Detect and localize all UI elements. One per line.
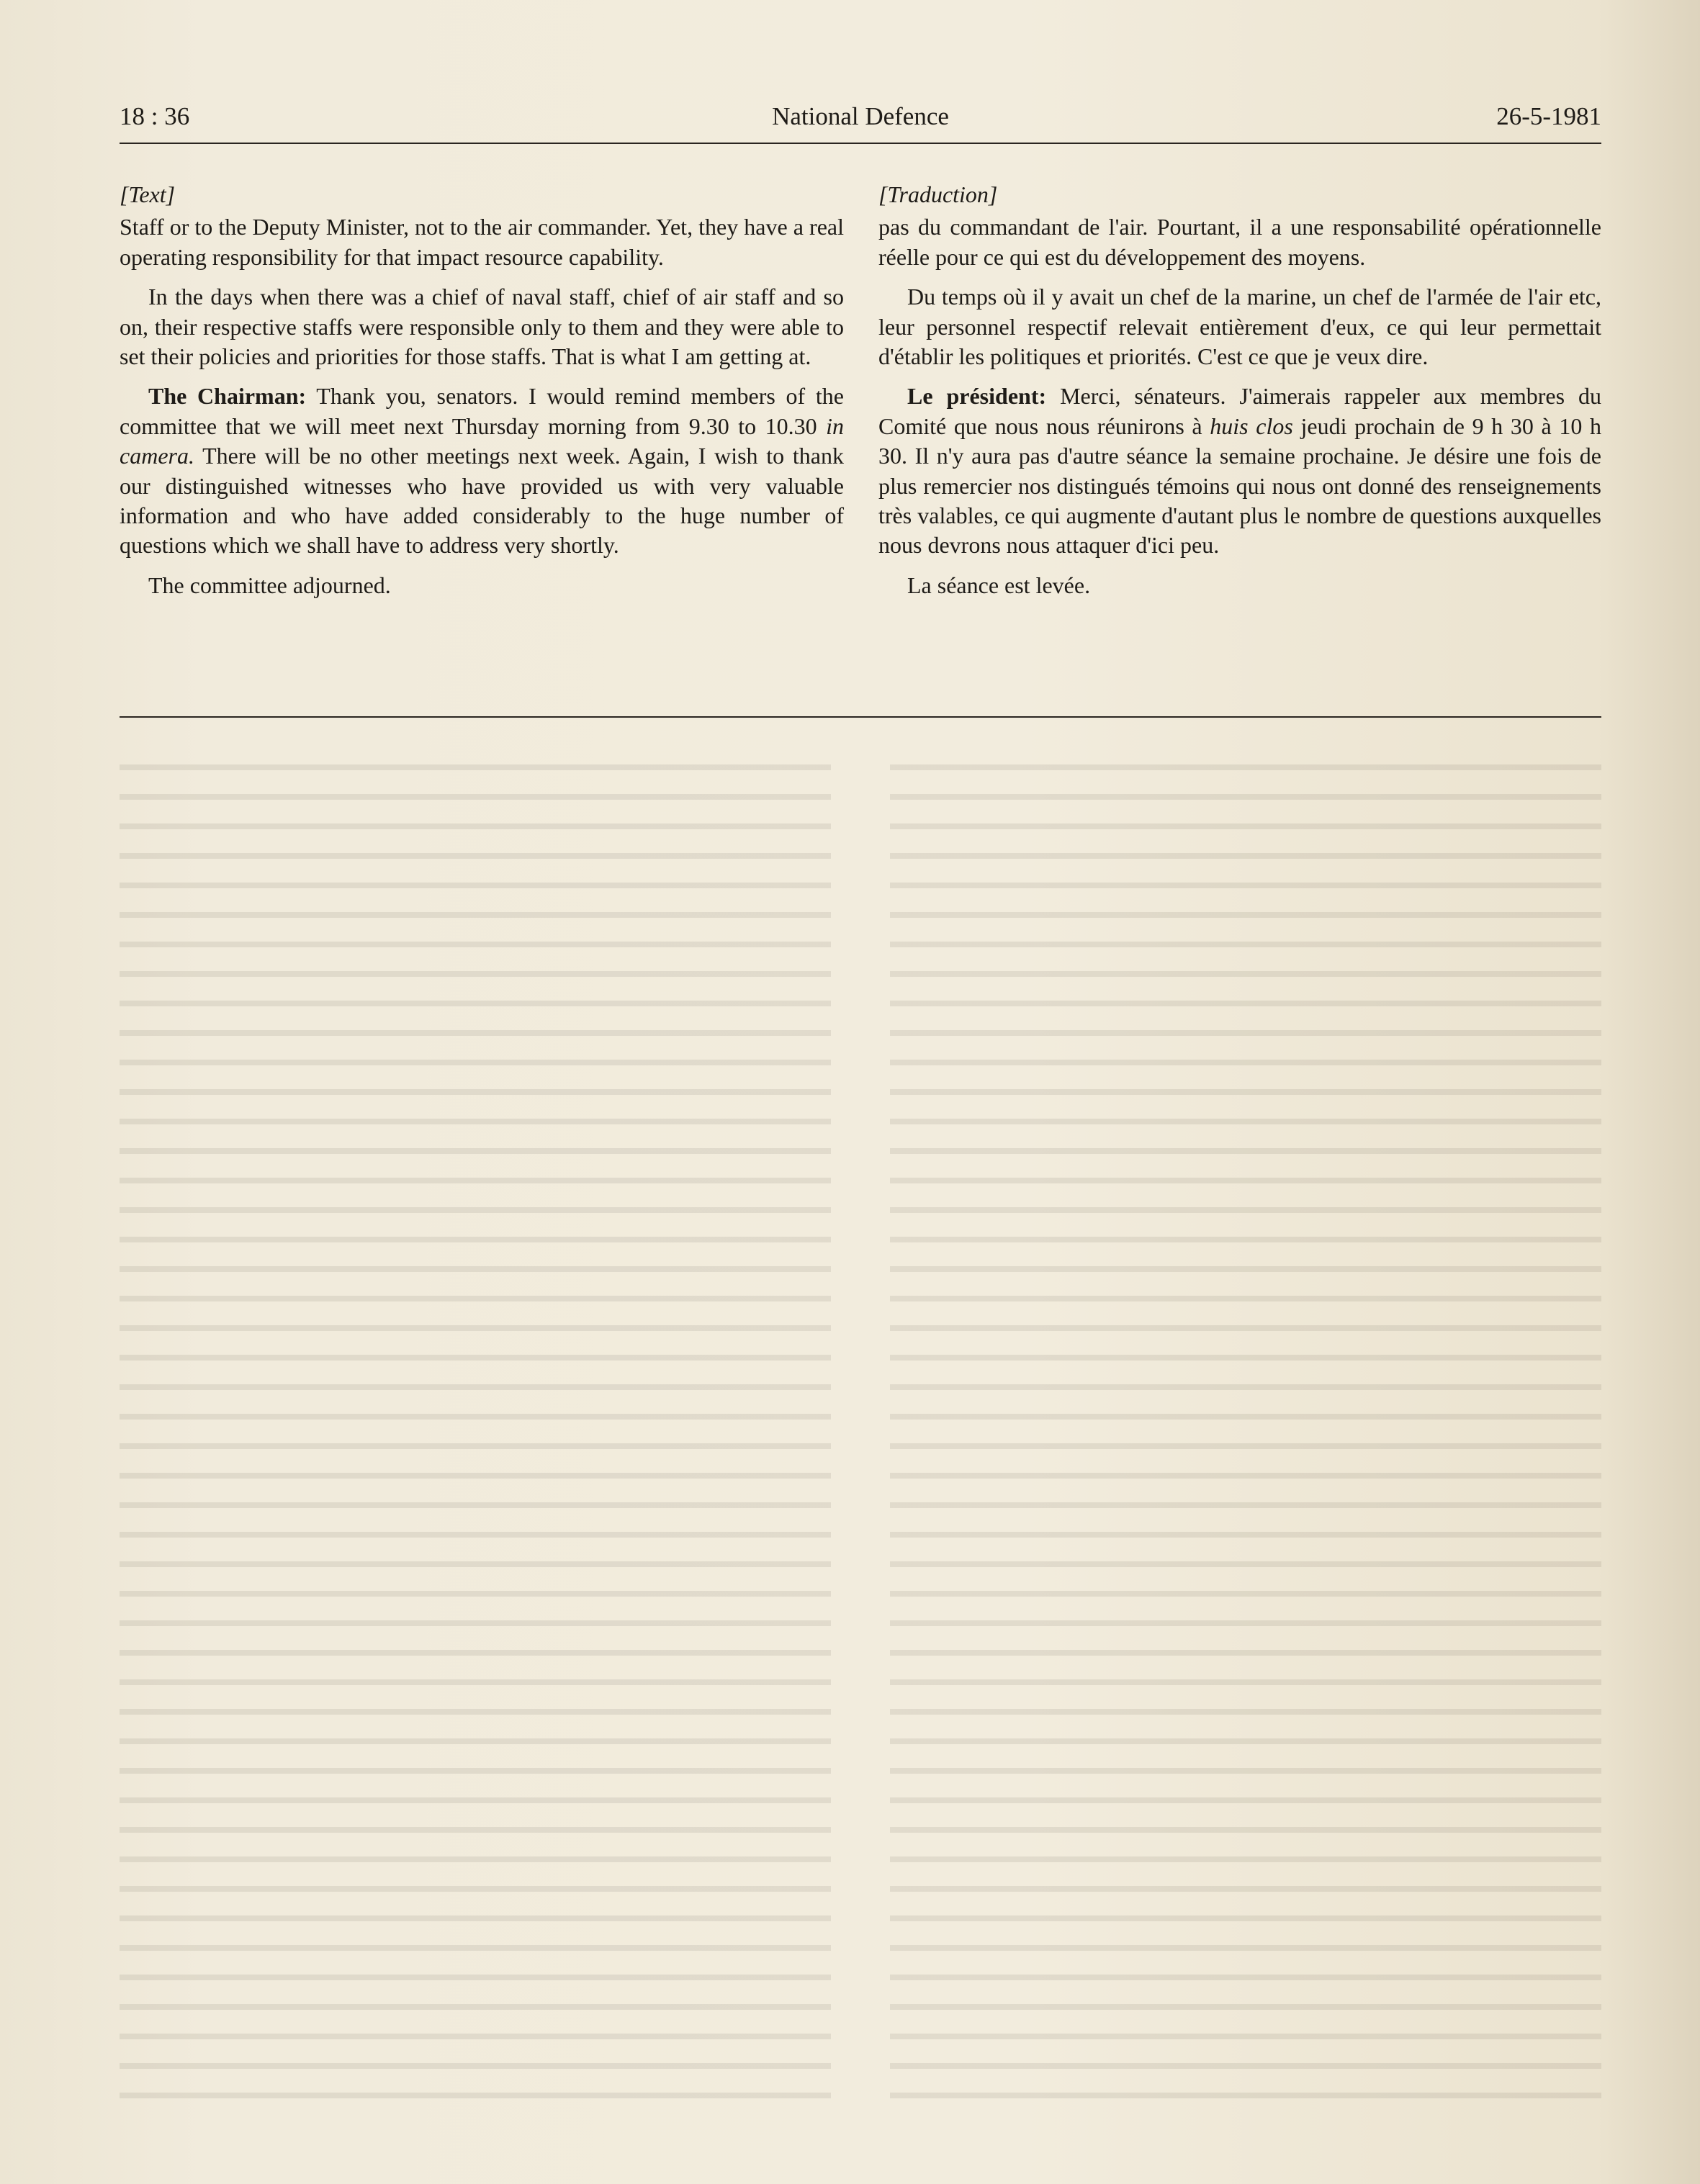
adjournment-note: The committee adjourned. (148, 572, 391, 598)
paragraph: Staff or to the Deputy Minister, not to the air commander. Yet, they have a real operating responsibility for that impact resource capability. (120, 214, 844, 270)
paragraph: Du temps où il y avait un chef de la marine, un chef de l'armée de l'air etc, leur personnel respectif relevait entièrement d'eux, ce qui leur permettait d'établir les politiques et priorités. C'est ce que je veux dire. (878, 284, 1601, 370)
italic-term: in camera. (120, 412, 844, 469)
show-through-texture (120, 749, 1601, 2116)
remarks-text: Thank you, senators. I would remind members of the committee that we will meet next Thursday morning from 9.30 to 10.30 (120, 383, 845, 439)
french-column (878, 180, 1601, 610)
running-title: National Defence (772, 102, 949, 130)
page-header (120, 102, 1601, 144)
header-rule (120, 143, 1601, 144)
remarks-text: Merci, sénateurs. J'aimerais rappeler aux membres du Comité que nous nous réunirons à (878, 383, 1602, 439)
section-label-text: [Text] (120, 181, 176, 207)
remarks-text-continued: There will be no other meetings next week. Again, I wish to thank our distinguished witnesses who have provided us with very valuable information and who have added considerably to the huge number of questions which we shall have to address very shortly. (120, 443, 844, 559)
header-date: 26-5-1981 (1496, 102, 1601, 130)
paragraph: In the days when there was a chief of naval staff, chief of air staff and so on, their respective staffs were responsible only to them and they were able to set their policies and priorities for those staffs. That is what I am getting at. (120, 284, 844, 370)
adjournment-note: La séance est levée. (907, 572, 1091, 598)
president-remarks (878, 382, 1601, 560)
italic-term: huis clos (1210, 412, 1293, 439)
english-column (120, 180, 844, 610)
remarks-text-continued: jeudi prochain de 9 h 30 à 10 h 30. Il n'y aura pas d'autre séance la semaine prochaine. Je désire une fois de plus remercier nos distingués témoins qui nous ont donné des renseignements très valables, ce qui augmente d'autant plus le nombre de questions auxquelles nous devrons nous attaquer d'ici peu. (878, 412, 1602, 559)
page-number: 18 : 36 (120, 102, 190, 130)
chairman-remarks (120, 382, 844, 560)
speaker-name: Le président: (907, 383, 1047, 410)
speaker-name: The Chairman: (148, 383, 307, 410)
paragraph: pas du commandant de l'air. Pourtant, il a une responsabilité opérationnelle réelle pour ce qui est du développement des moyens. (878, 214, 1601, 270)
section-label-traduction: [Traduction] (878, 181, 998, 207)
end-rule (120, 716, 1601, 718)
